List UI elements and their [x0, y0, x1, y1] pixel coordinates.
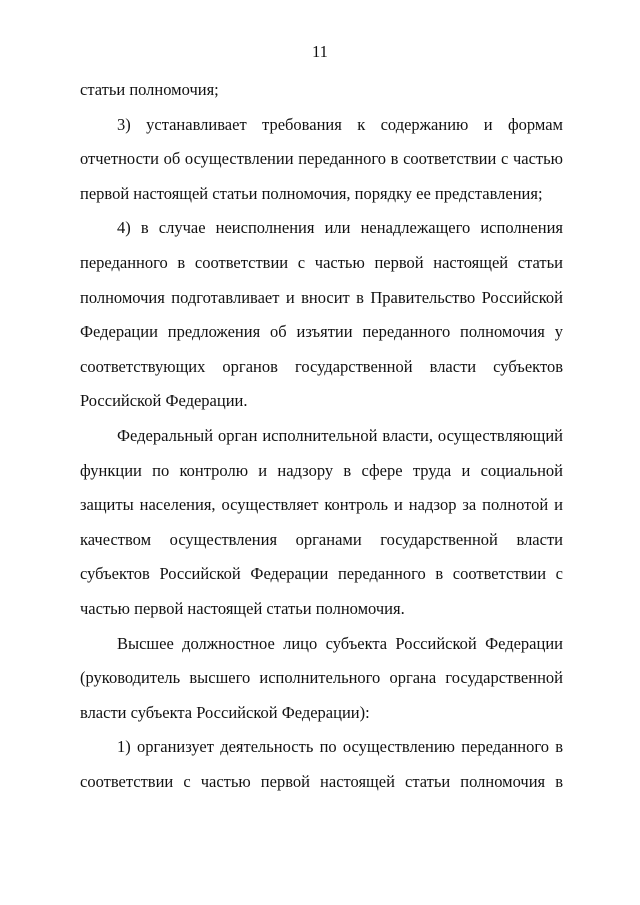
page-number: 11: [312, 42, 328, 61]
document-body: [80, 73, 563, 799]
paragraph-continuation: статьи полномочия;: [80, 80, 219, 99]
paragraph-item-4: 4) в случае неисполнения или ненадлежащего исполнения переданного в соответствии с частью первой настоящей статьи полномочия подготавливает и вносит в Правительство Российской Федерации предложения об изъятии переданного полномочия у соответствующих органов государственной власти субъектов Российской Федерации.: [80, 218, 563, 411]
paragraph-federal-body: Федеральный орган исполнительной власти, осуществляющий функции по контролю и надзору в сфере труда и социальной защиты населения, осуществляет контроль и надзор за полнотой и качеством осуществления органами государственной власти субъектов Российской Федерации переданного в соответствии с частью первой настоящей статьи полномочия.: [80, 425, 563, 618]
paragraph-item-3: 3) устанавливает требования к содержанию и формам отчетности об осуществлении переданного в соответствии с частью первой настоящей статьи полномочия, порядку ее представления;: [80, 114, 563, 203]
paragraph-highest-official: Высшее должностное лицо субъекта Российской Федерации (руководитель высшего исполнительного органа государственной власти субъекта Российской Федерации):: [80, 633, 563, 722]
paragraph-item-1: 1) организует деятельность по осуществлению переданного в соответствии с частью первой настоящей статьи полномочия в: [80, 737, 563, 791]
